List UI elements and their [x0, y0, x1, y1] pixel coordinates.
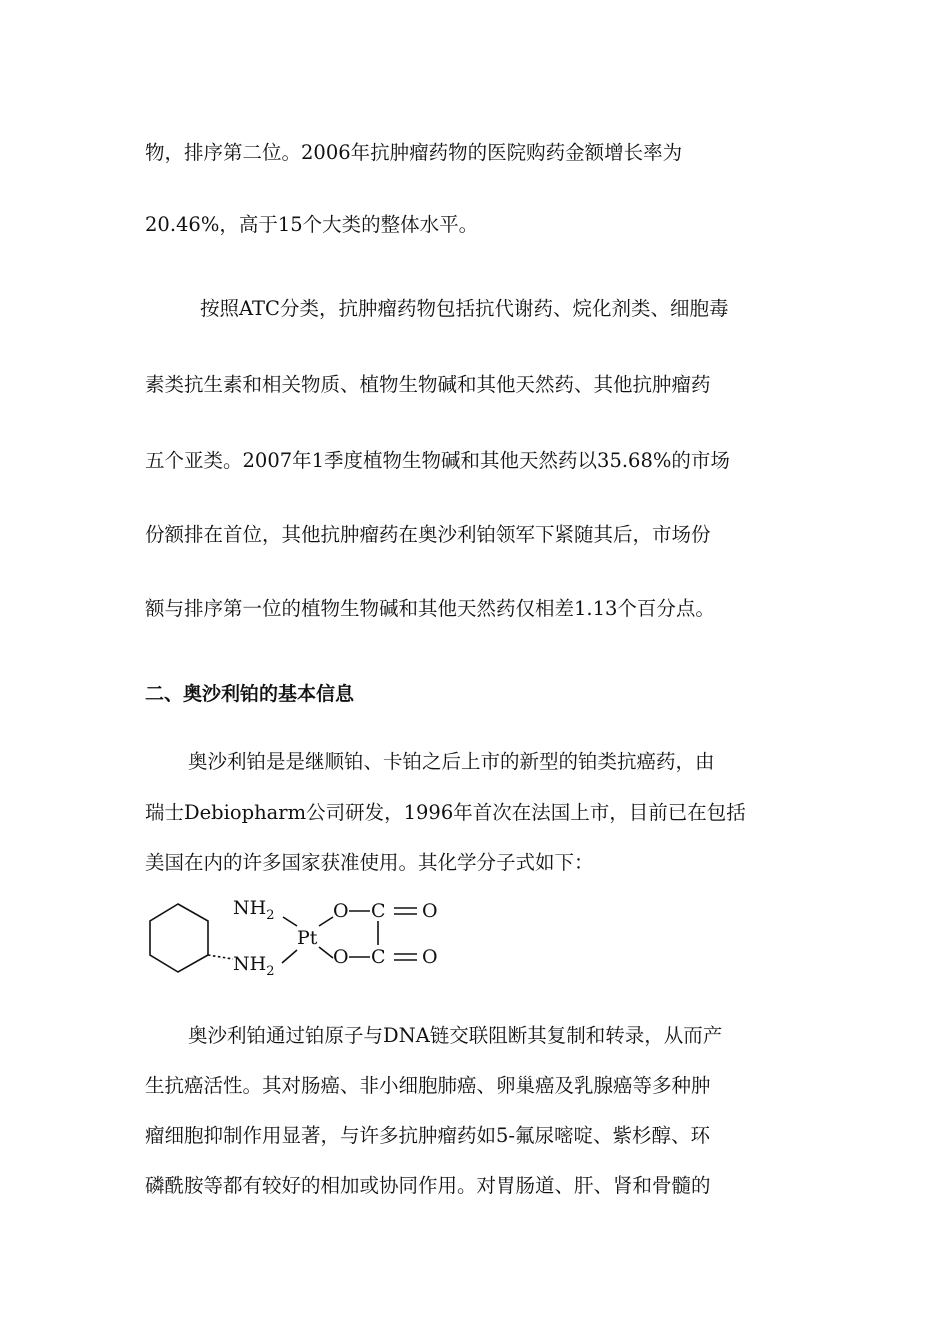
- oxygen-bottom-label: O: [333, 946, 349, 968]
- nh2-bottom-label: $NH_2$: [233, 953, 275, 978]
- cyclohexane-ring: [150, 904, 208, 972]
- oxaliplatin-structure-diagram: [145, 888, 445, 978]
- paragraph2-line-1: 按照ATC分类，抗肿瘤药物包括抗代谢药、烷化剂类、细胞毒: [200, 297, 729, 320]
- paragraph1-line-2: 20.46%，高于15个大类的整体水平。: [145, 213, 479, 236]
- paragraph4-line-4: 磷酰胺等都有较好的相加或协同作用。对胃肠道、肝、肾和骨髓的: [145, 1174, 711, 1197]
- paragraph2-line-5: 额与排序第一位的植物生物碱和其他天然药仅相差1.13个百分点。: [145, 597, 715, 620]
- carbonyl-oxygen-bottom-label: O: [422, 946, 438, 968]
- section-heading: 二、奥沙利铂的基本信息: [145, 683, 355, 705]
- carbon-top-label: C: [371, 900, 386, 922]
- paragraph3-line-2: 瑞士Debiopharm公司研发，1996年首次在法国上市，目前已在包括: [145, 801, 746, 824]
- n-pt-bond-top: [283, 917, 297, 926]
- oxygen-top-label: O: [333, 900, 349, 922]
- paragraph2-line-3: 五个亚类。2007年1季度植物生物碱和其他天然药以35.68%的市场: [145, 449, 730, 472]
- n-pt-bond-bottom: [282, 950, 297, 963]
- paragraph2-line-4: 份额排在首位，其他抗肿瘤药在奥沙利铂领军下紧随其后，市场份: [145, 523, 711, 546]
- pt-o-bond-bottom: [319, 947, 333, 958]
- paragraph2-line-2: 素类抗生素和相关物质、植物生物碱和其他天然药、其他抗肿瘤药: [145, 373, 711, 396]
- nh2-top-label: $NH_2$: [233, 897, 275, 923]
- paragraph4-line-2: 生抗癌活性。其对肠癌、非小细胞肺癌、卵巢癌及乳腺癌等多种肿: [145, 1074, 711, 1097]
- paragraph3-line-3: 美国在内的许多国家获准使用。其化学分子式如下：: [145, 851, 594, 874]
- paragraph4-line-1: 奥沙利铂通过铂原子与DNA链交联阻断其复制和转录，从而产: [188, 1024, 723, 1047]
- carbon-bottom-label: C: [371, 946, 386, 968]
- platinum-label: Pt: [297, 927, 318, 949]
- pt-o-bond-top: [319, 917, 333, 926]
- paragraph4-line-3: 瘤细胞抑制作用显著，与许多抗肿瘤药如5-氟尿嘧啶、紫杉醇、环: [145, 1124, 710, 1147]
- paragraph1-line-1: 物，排序第二位。2006年抗肿瘤药物的医院购药金额增长率为: [145, 141, 683, 164]
- hashed-bond: [208, 955, 233, 959]
- carbonyl-oxygen-top-label: O: [422, 900, 438, 922]
- paragraph3-line-1: 奥沙利铂是是继顺铂、卡铂之后上市的新型的铂类抗癌药，由: [188, 750, 715, 773]
